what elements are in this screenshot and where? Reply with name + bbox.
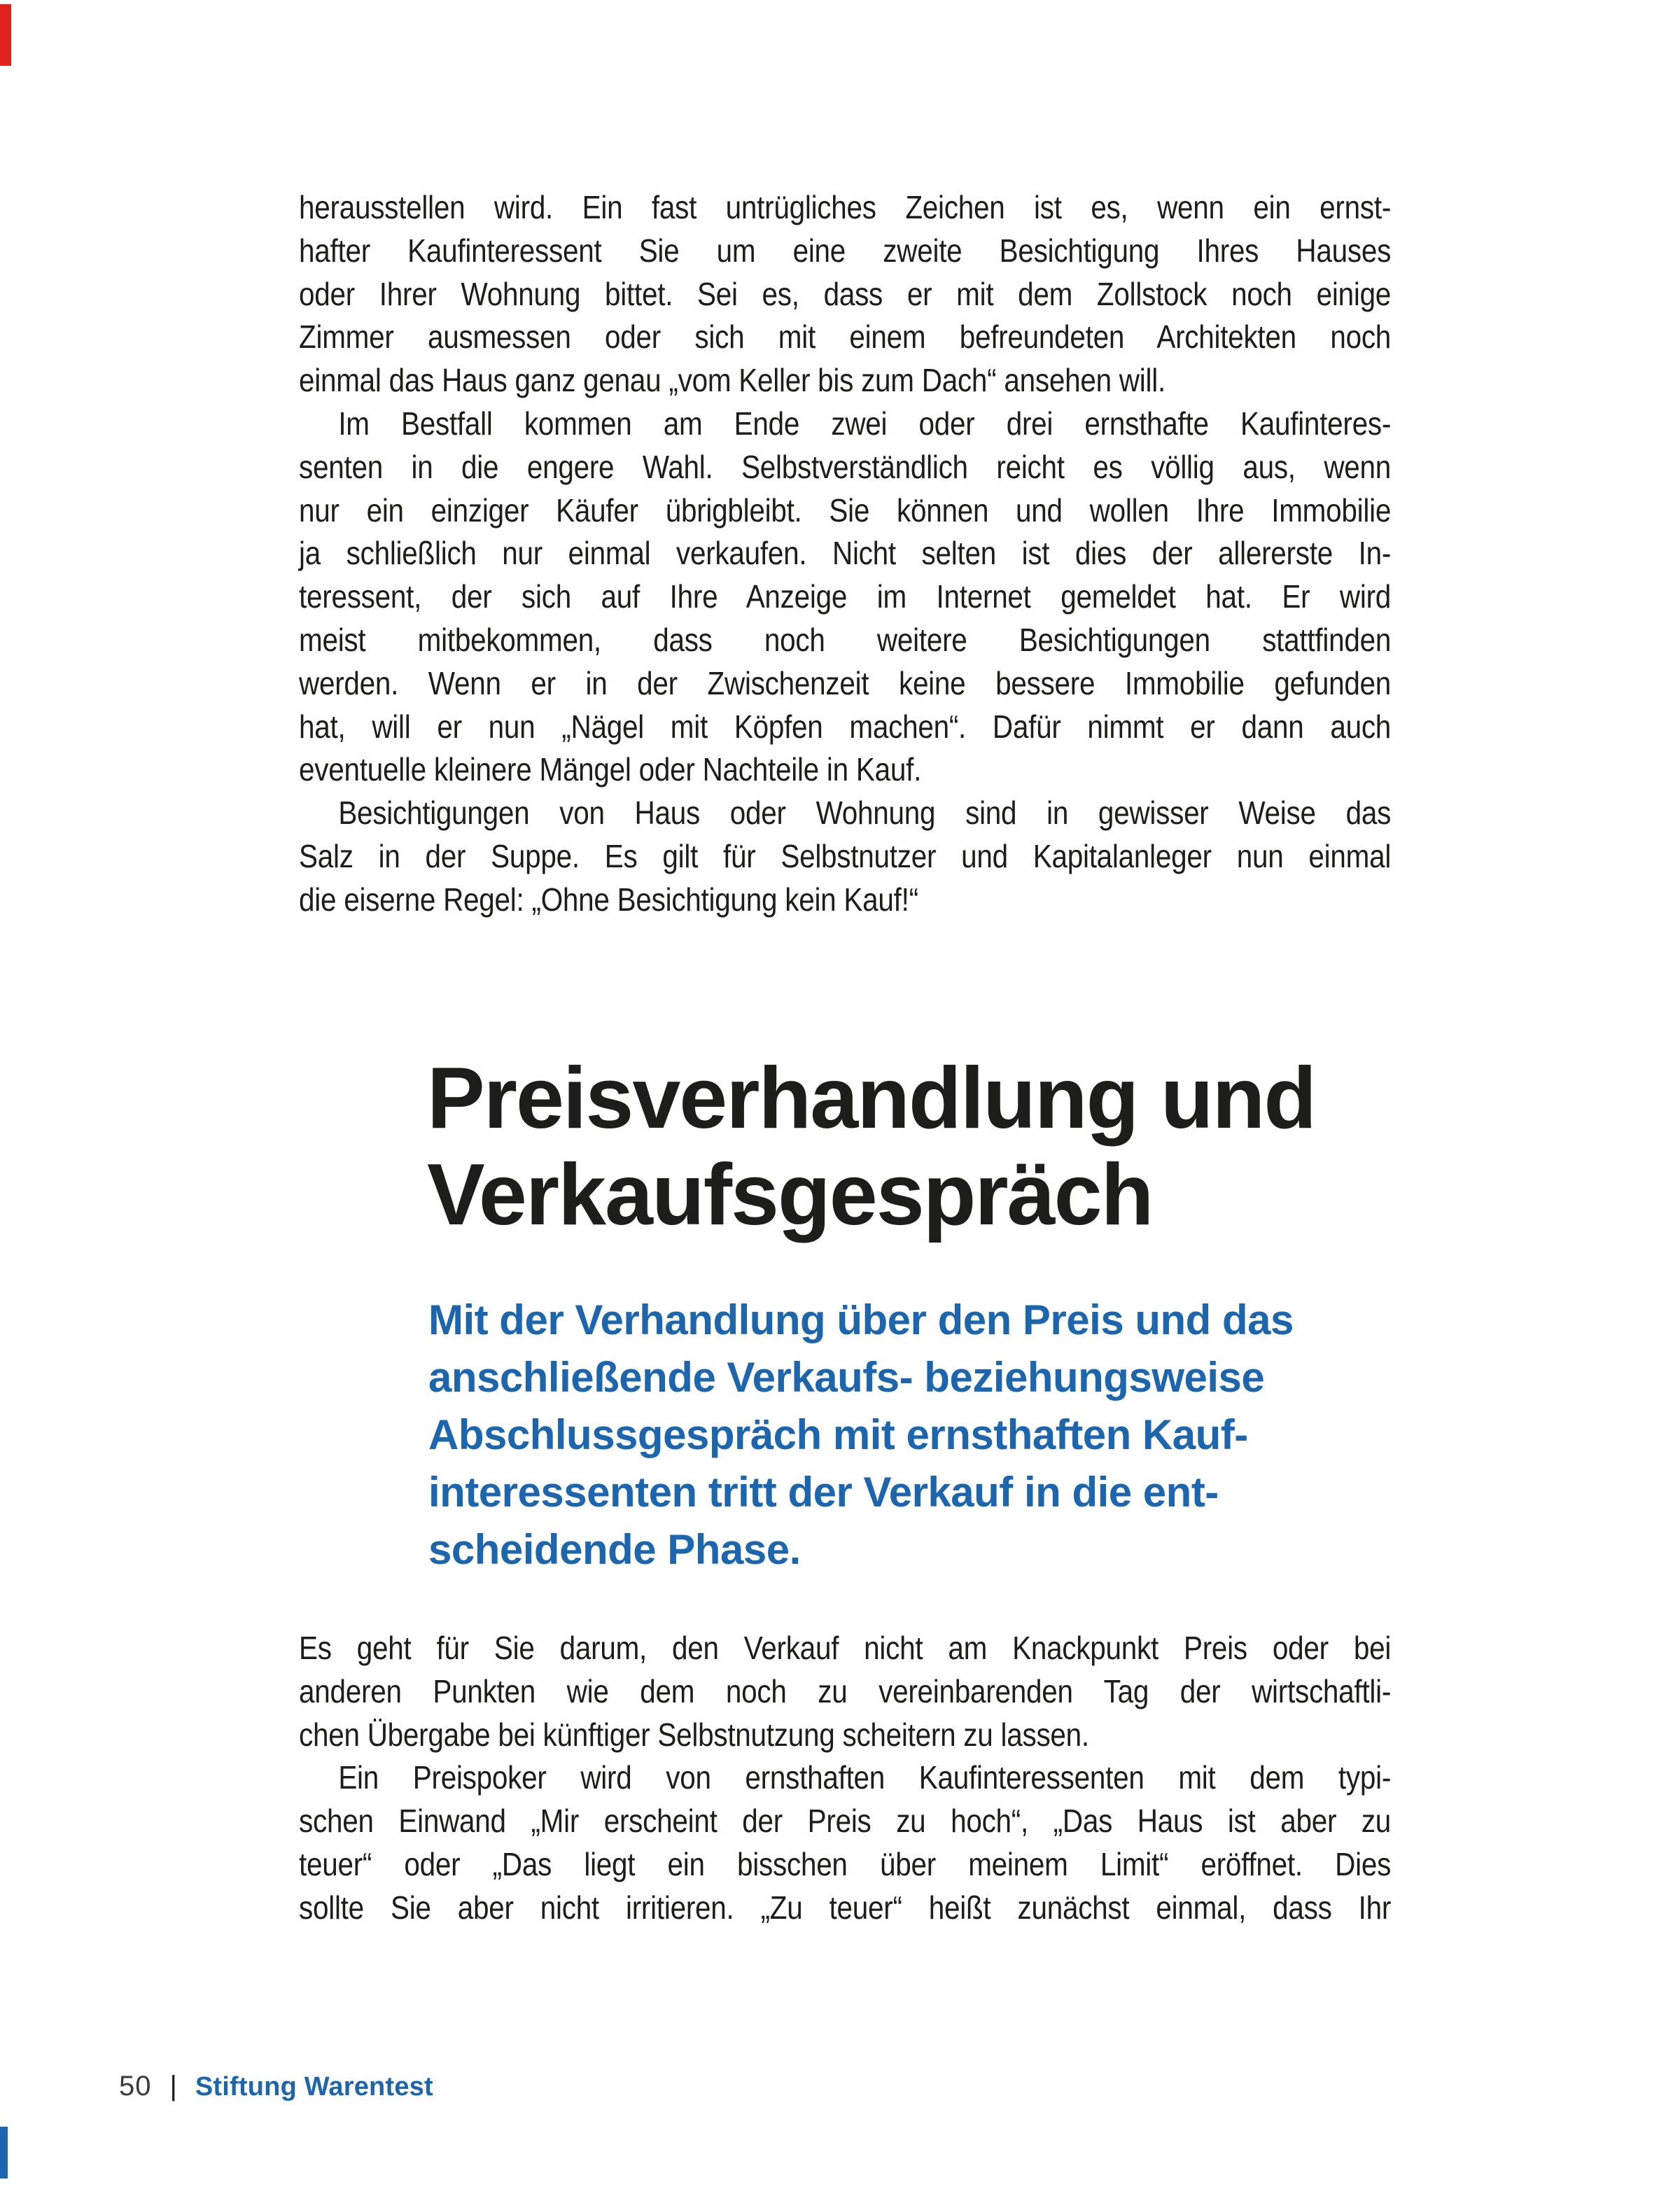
body-line: werden. Wenn er in der Zwischenzeit keine bessere Immobilie gefunden <box>299 664 1392 701</box>
body-line: hat, will er nun „Nägel mit Köpfen machen“. Dafür nimmt er dann auch <box>299 708 1392 745</box>
body-line: einmal das Haus ganz genau „vom Keller bis zum Dach“ ansehen will. <box>299 362 1166 399</box>
footer-brand: Stiftung Warentest <box>195 2072 433 2101</box>
body-line: senten in die engere Wahl. Selbstverständlich reicht es völlig aus, wenn <box>299 448 1392 485</box>
body-line: anderen Punkten wie dem noch zu vereinbarenden Tag der wirtschaftli- <box>299 1672 1392 1709</box>
body-line: nur ein einziger Käufer übrigbleibt. Sie können und wollen Ihre Immobilie <box>299 491 1392 529</box>
body-line: ja schließlich nur einmal verkaufen. Nicht selten ist dies der allererste In- <box>299 535 1392 572</box>
lead-line: Mit der Verhandlung über den Preis und das <box>428 1296 1294 1343</box>
body-line: eventuelle kleinere Mängel oder Nachteile in Kauf. <box>299 751 922 788</box>
lead-line: Abschlussgespräch mit ernsthaften Kauf- <box>428 1411 1248 1458</box>
heading-line: Verkaufsgespräch <box>427 1147 1153 1243</box>
body-line: hafter Kaufinteressent Sie um eine zweite Besichtigung Ihres Hauses <box>299 232 1392 269</box>
page-footer <box>119 2066 433 2106</box>
body-text-bottom <box>299 1627 1391 1930</box>
body-line: Ein Preispoker wird von ernsthaften Kaufinteressenten mit dem typi- <box>338 1759 1392 1796</box>
body-line: teuer“ oder „Das liegt ein bisschen über meinem Limit“ eröffnet. Dies <box>299 1845 1392 1882</box>
body-line: die eiserne Regel: „Ohne Besichtigung kein Kauf!“ <box>299 881 918 918</box>
body-line: chen Übergabe bei künftiger Selbstnutzung scheitern zu lassen. <box>299 1716 1089 1753</box>
body-line: Es geht für Sie darum, den Verkauf nicht am Knackpunkt Preis oder bei <box>299 1630 1392 1666</box>
body-line: schen Einwand „Mir erscheint der Preis zu hoch“, „Das Haus ist aber zu <box>299 1803 1392 1840</box>
body-line: teressent, der sich auf Ihre Anzeige im Internet gemeldet hat. Er wird <box>299 578 1392 615</box>
lead-line: anschließende Verkaufs- beziehungsweise <box>428 1354 1265 1401</box>
chapter-tab-blue-icon <box>0 2127 8 2178</box>
body-line: Besichtigungen von Haus oder Wohnung sind in gewisser Weise das <box>338 795 1392 832</box>
body-line: Salz in der Suppe. Es gilt für Selbstnutzer und Kapitalanleger nun einmal <box>299 837 1392 874</box>
body-line: herausstellen wird. Ein fast untrügliches Zeichen ist es, wenn ein ernst- <box>299 189 1392 225</box>
body-text-top <box>299 186 1391 922</box>
chapter-heading <box>427 1050 1315 1243</box>
lead-line: scheidende Phase. <box>428 1526 801 1573</box>
page-number: 50 <box>119 2071 152 2101</box>
body-line: meist mitbekommen, dass noch weitere Besichtigungen stattfinden <box>299 621 1392 658</box>
body-line: Im Bestfall kommen am Ende zwei oder drei ernsthafte Kaufinteres- <box>338 405 1392 442</box>
heading-line: Preisverhandlung und <box>427 1050 1316 1147</box>
body-line: oder Ihrer Wohnung bittet. Sei es, dass er mit dem Zollstock noch einige <box>299 275 1392 312</box>
footer-separator: | <box>169 2071 177 2101</box>
chapter-tab-red-icon <box>0 4 11 66</box>
lead-line: interessenten tritt der Verkauf in die ent- <box>428 1469 1219 1516</box>
body-line: Zimmer ausmessen oder sich mit einem befreundeten Architekten noch <box>299 319 1392 356</box>
lead-paragraph <box>428 1292 1294 1579</box>
body-line: sollte Sie aber nicht irritieren. „Zu teuer“ heißt zunächst einmal, dass Ihr <box>299 1889 1392 1926</box>
